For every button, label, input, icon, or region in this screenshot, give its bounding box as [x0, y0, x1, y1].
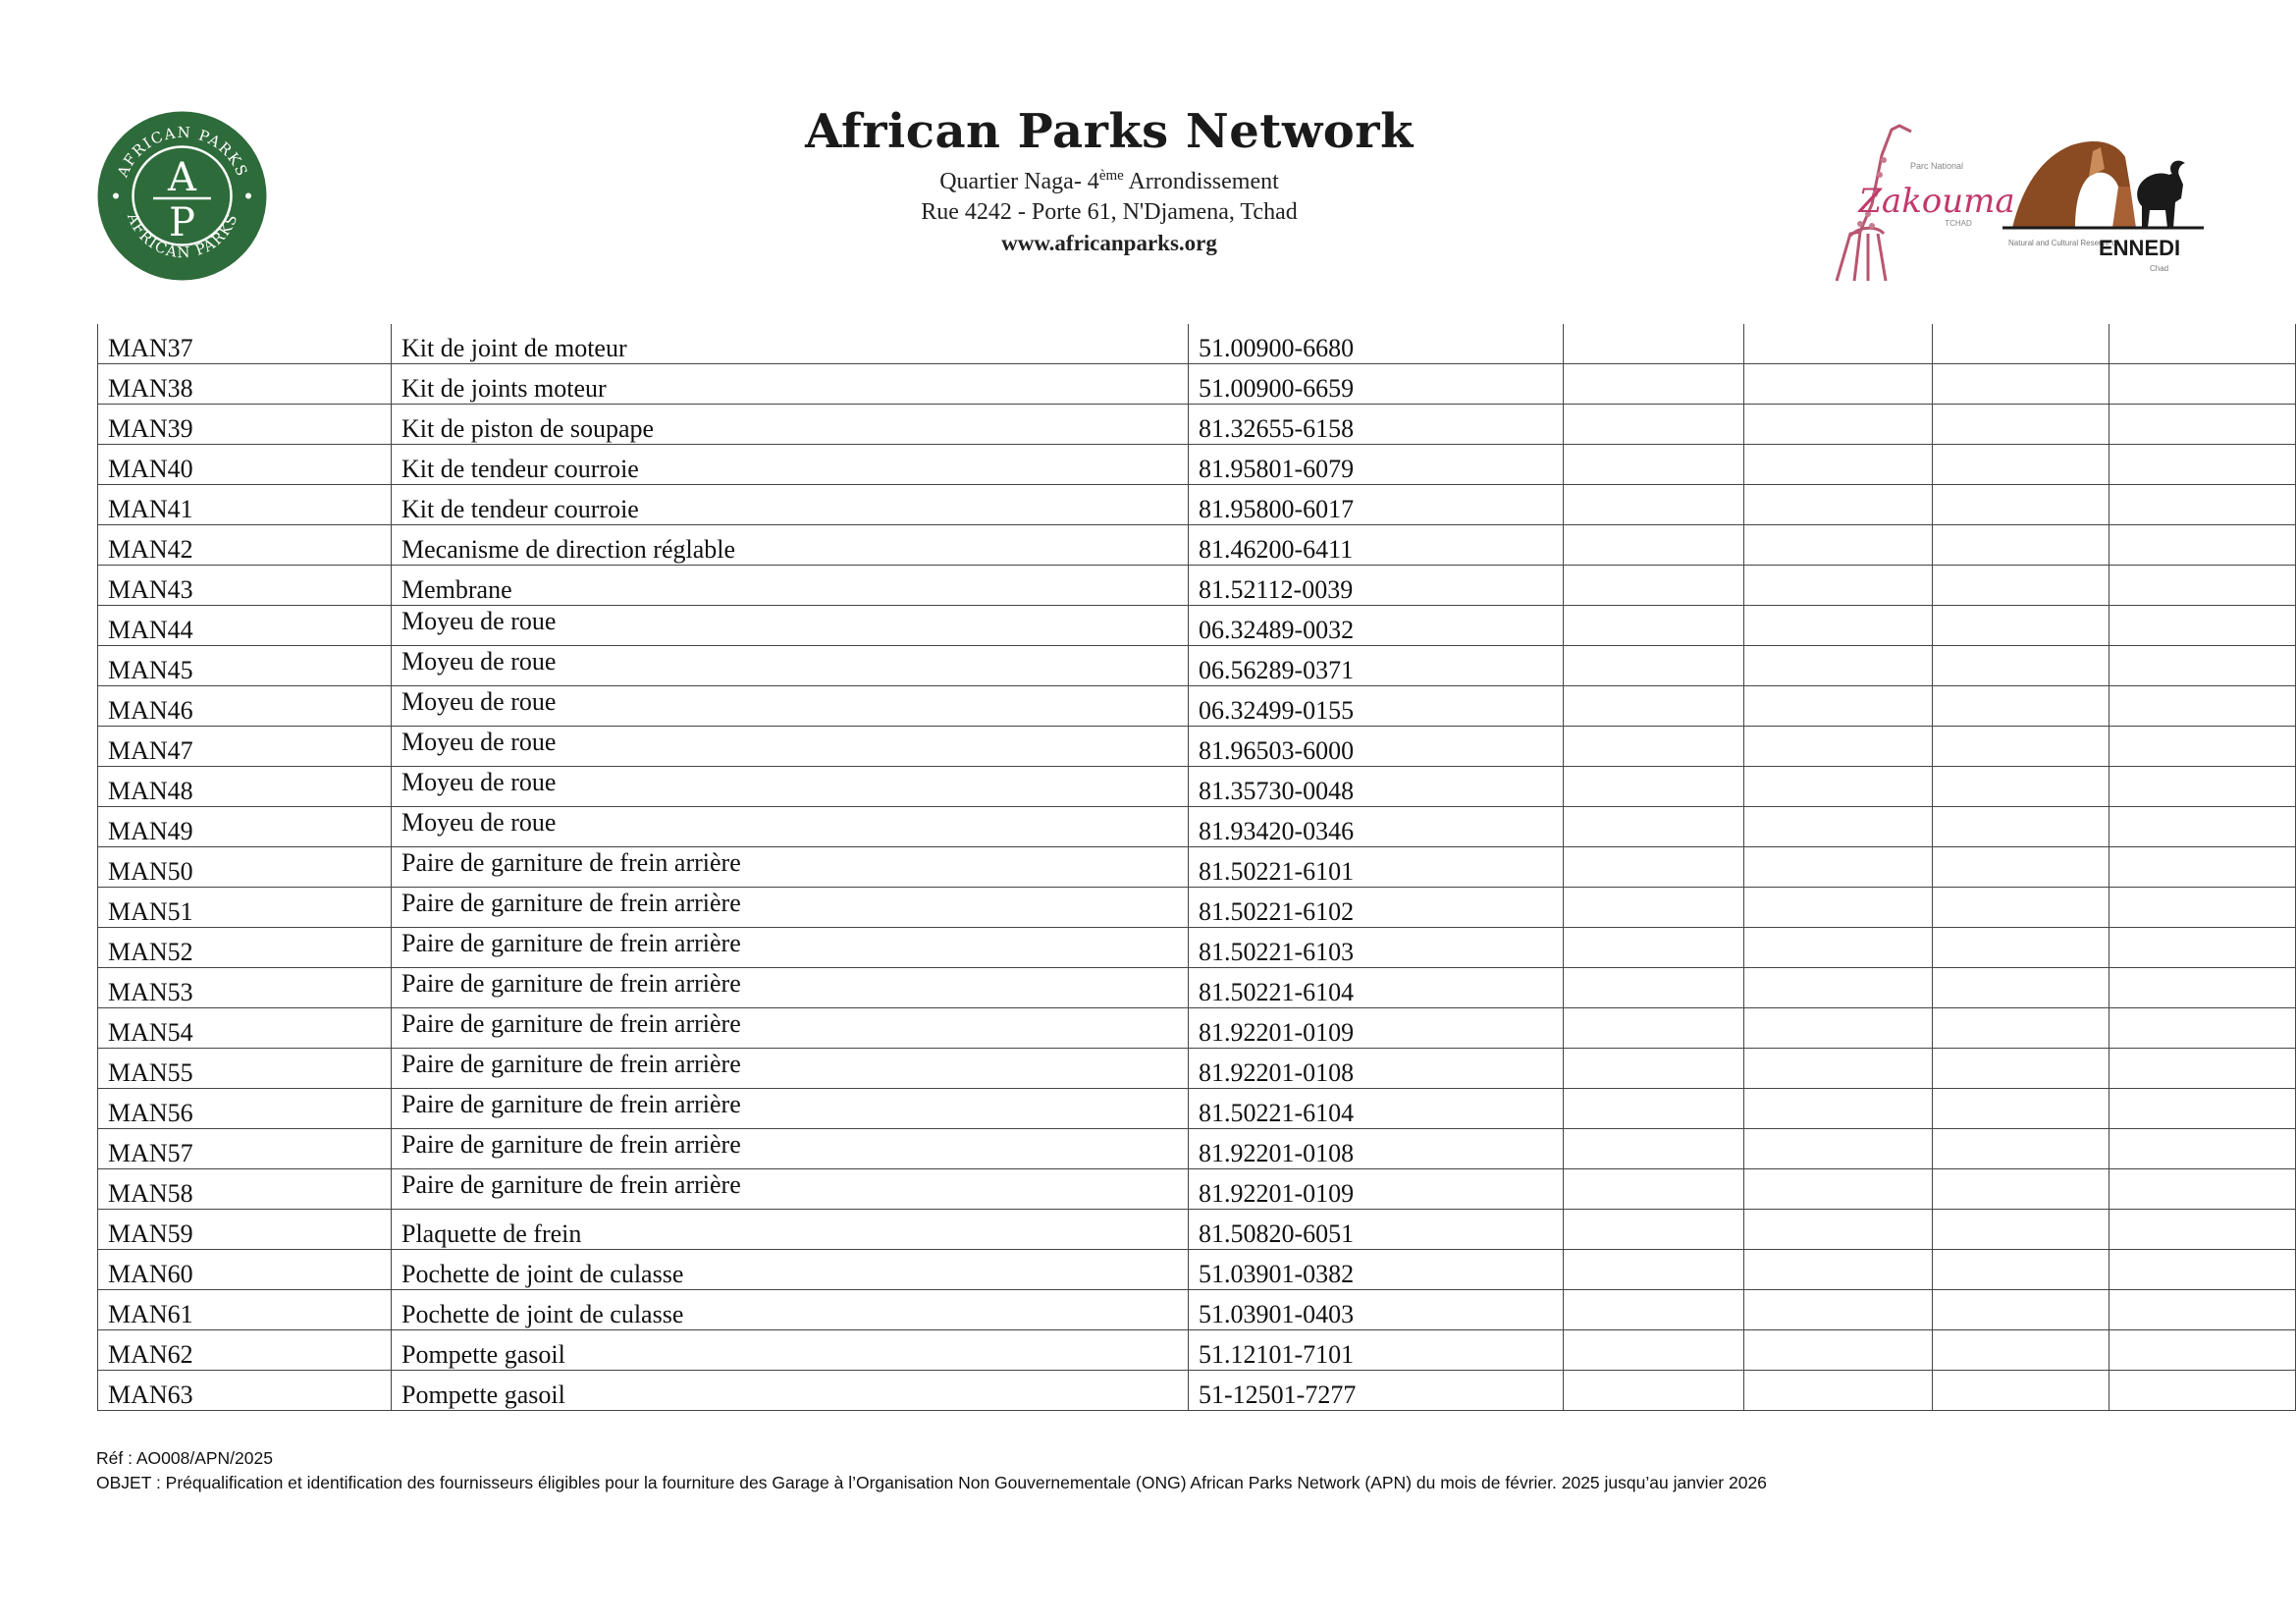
cell-empty [1933, 1008, 2109, 1049]
cell-empty [1933, 1049, 2109, 1089]
cell-description: Paire de garniture de frein arrière [392, 1049, 1189, 1089]
cell-description: Paire de garniture de frein arrière [392, 1169, 1189, 1210]
table-row [98, 1169, 2296, 1210]
cell-empty [1744, 1129, 1933, 1169]
ennedi-country: Chad [2150, 264, 2169, 273]
cell-code: MAN60 [98, 1250, 392, 1290]
cell-empty [1744, 1049, 1933, 1089]
cell-description: Paire de garniture de frein arrière [392, 968, 1189, 1008]
cell-reference: 06.32489-0032 [1189, 606, 1564, 646]
cell-empty [1744, 566, 1933, 606]
cell-empty [2109, 525, 2296, 566]
cell-empty [1564, 847, 1744, 888]
footer [96, 1446, 1767, 1495]
ennedi-logo [2002, 128, 2204, 285]
cell-code: MAN63 [98, 1371, 392, 1411]
cell-empty [1744, 807, 1933, 847]
cell-code: MAN56 [98, 1089, 392, 1129]
cell-empty [1564, 364, 1744, 405]
cell-reference: 81.50221-6104 [1189, 1089, 1564, 1129]
cell-reference: 06.32499-0155 [1189, 686, 1564, 727]
cell-reference: 51-12501-7277 [1189, 1371, 1564, 1411]
cell-empty [1564, 1169, 1744, 1210]
table-row [98, 888, 2296, 928]
cell-empty [1933, 928, 2109, 968]
cell-description: Moyeu de roue [392, 727, 1189, 767]
zakouma-country: TCHAD [1945, 219, 1972, 228]
cell-code: MAN40 [98, 445, 392, 485]
cell-reference: 81.92201-0109 [1189, 1008, 1564, 1049]
cell-empty [1564, 888, 1744, 928]
cell-reference: 51.00900-6680 [1189, 324, 1564, 364]
cell-code: MAN46 [98, 686, 392, 727]
cell-description: Kit de tendeur courroie [392, 445, 1189, 485]
cell-empty [1564, 1129, 1744, 1169]
ennedi-name: ENNEDI [2099, 236, 2181, 260]
cell-empty [2109, 1049, 2296, 1089]
zakouma-small-text: Parc National [1909, 161, 1964, 171]
cell-empty [2109, 566, 2296, 606]
cell-empty [1744, 1169, 1933, 1210]
ennedi-small-text: Natural and Cultural Reserve of [2008, 239, 2119, 247]
cell-code: MAN62 [98, 1330, 392, 1371]
cell-reference: 81.92201-0109 [1189, 1169, 1564, 1210]
table-row [98, 646, 2296, 686]
cell-empty [2109, 1330, 2296, 1371]
cell-empty [1744, 1210, 1933, 1250]
cell-empty [1933, 364, 2109, 405]
cell-empty [1564, 968, 1744, 1008]
table-row [98, 405, 2296, 445]
cell-code: MAN59 [98, 1210, 392, 1250]
cell-description: Moyeu de roue [392, 767, 1189, 807]
table-row [98, 606, 2296, 646]
logo-ring-text-bottom: AFRICAN PARKS [124, 210, 241, 262]
cell-empty [1564, 727, 1744, 767]
cell-code: MAN57 [98, 1129, 392, 1169]
table-row [98, 1250, 2296, 1290]
cell-reference: 81.50221-6102 [1189, 888, 1564, 928]
table-row [98, 686, 2296, 727]
cell-reference: 51.12101-7101 [1189, 1330, 1564, 1371]
cell-description: Pochette de joint de culasse [392, 1290, 1189, 1330]
table-row [98, 485, 2296, 525]
cell-description: Pompette gasoil [392, 1330, 1189, 1371]
african-parks-logo [96, 110, 268, 282]
cell-empty [1744, 1371, 1933, 1411]
cell-empty [1744, 727, 1933, 767]
cell-empty [1564, 686, 1744, 727]
cell-empty [1744, 767, 1933, 807]
cell-reference: 81.32655-6158 [1189, 405, 1564, 445]
zakouma-logo [1821, 116, 2015, 285]
cell-empty [1744, 1250, 1933, 1290]
cell-code: MAN50 [98, 847, 392, 888]
table-row [98, 1330, 2296, 1371]
cell-reference: 06.56289-0371 [1189, 646, 1564, 686]
cell-code: MAN53 [98, 968, 392, 1008]
cell-reference: 51.03901-0382 [1189, 1250, 1564, 1290]
table-row [98, 1008, 2296, 1049]
cell-empty [2109, 1290, 2296, 1330]
cell-empty [1933, 445, 2109, 485]
cell-empty [1933, 1250, 2109, 1290]
address-line-1: Quartier Naga- 4ème Arrondissement [939, 168, 1279, 194]
cell-code: MAN38 [98, 364, 392, 405]
table-row [98, 847, 2296, 888]
cell-empty [1933, 767, 2109, 807]
cell-empty [1564, 1008, 1744, 1049]
cell-empty [2109, 1210, 2296, 1250]
cell-empty [1564, 1250, 1744, 1290]
logo-ring-text-top: AFRICAN PARKS [113, 123, 252, 181]
cell-empty [1564, 807, 1744, 847]
cell-reference: 81.95800-6017 [1189, 485, 1564, 525]
cell-empty [1933, 847, 2109, 888]
cell-empty [1744, 324, 1933, 364]
cell-empty [1564, 566, 1744, 606]
cell-reference: 81.35730-0048 [1189, 767, 1564, 807]
cell-empty [1744, 968, 1933, 1008]
cell-reference: 81.50221-6101 [1189, 847, 1564, 888]
logo-letter-a: A [168, 155, 196, 200]
cell-empty [1933, 686, 2109, 727]
cell-code: MAN48 [98, 767, 392, 807]
cell-empty [1564, 928, 1744, 968]
cell-description: Paire de garniture de frein arrière [392, 1089, 1189, 1129]
cell-reference: 81.50820-6051 [1189, 1210, 1564, 1250]
cell-code: MAN49 [98, 807, 392, 847]
cell-code: MAN54 [98, 1008, 392, 1049]
cell-reference: 81.95801-6079 [1189, 445, 1564, 485]
parts-table-body [98, 324, 2296, 1411]
logo-letter-p: P [169, 200, 195, 245]
cell-code: MAN55 [98, 1049, 392, 1089]
cell-code: MAN41 [98, 485, 392, 525]
cell-empty [1744, 445, 1933, 485]
cell-empty [2109, 968, 2296, 1008]
cell-empty [1744, 525, 1933, 566]
cell-description: Paire de garniture de frein arrière [392, 888, 1189, 928]
table-row [98, 324, 2296, 364]
letterhead [687, 102, 1531, 258]
cell-code: MAN43 [98, 566, 392, 606]
cell-empty [2109, 1008, 2296, 1049]
website: www.africanparks.org [1001, 231, 1217, 255]
cell-empty [1564, 1330, 1744, 1371]
cell-code: MAN42 [98, 525, 392, 566]
subject-line: OBJET : Préqualification et identification des fournisseurs éligibles pour la fourniture des Garage à l’Organisation Non Gouvernementale (ONG) African Parks Network (APN) du mois de février. 2025 jusqu’au janvier 2026 [96, 1473, 1767, 1492]
cell-empty [1933, 1129, 2109, 1169]
cell-empty [1933, 727, 2109, 767]
cell-empty [1744, 485, 1933, 525]
cell-empty [1744, 686, 1933, 727]
cell-reference: 81.46200-6411 [1189, 525, 1564, 566]
cell-empty [1933, 606, 2109, 646]
cell-description: Kit de joint de moteur [392, 324, 1189, 364]
table-row [98, 1210, 2296, 1250]
cell-description: Kit de joints moteur [392, 364, 1189, 405]
cell-description: Pompette gasoil [392, 1371, 1189, 1411]
table-row [98, 1129, 2296, 1169]
cell-empty [1564, 405, 1744, 445]
cell-description: Moyeu de roue [392, 646, 1189, 686]
cell-empty [1564, 1089, 1744, 1129]
cell-empty [2109, 807, 2296, 847]
cell-empty [1744, 847, 1933, 888]
cell-description: Pochette de joint de culasse [392, 1250, 1189, 1290]
table-row [98, 1049, 2296, 1089]
cell-empty [1564, 1371, 1744, 1411]
cell-empty [1744, 1330, 1933, 1371]
cell-empty [1564, 767, 1744, 807]
cell-empty [1744, 928, 1933, 968]
cell-empty [2109, 445, 2296, 485]
table-row [98, 1371, 2296, 1411]
table-row [98, 968, 2296, 1008]
cell-code: MAN51 [98, 888, 392, 928]
cell-description: Kit de tendeur courroie [392, 485, 1189, 525]
reference-number: Réf : AO008/APN/2025 [96, 1448, 273, 1468]
cell-empty [1744, 364, 1933, 405]
cell-empty [1564, 324, 1744, 364]
cell-empty [1933, 525, 2109, 566]
address-line-2: Rue 4242 - Porte 61, N'Djamena, Tchad [921, 199, 1298, 225]
cell-description: Moyeu de roue [392, 686, 1189, 727]
table-row [98, 364, 2296, 405]
cell-empty [1564, 646, 1744, 686]
cell-empty [1564, 525, 1744, 566]
cell-description: Paire de garniture de frein arrière [392, 847, 1189, 888]
cell-empty [1564, 1049, 1744, 1089]
organization-name: African Parks Network [805, 104, 1414, 159]
cell-empty [2109, 1169, 2296, 1210]
cell-code: MAN61 [98, 1290, 392, 1330]
table-row [98, 767, 2296, 807]
cell-empty [1744, 1290, 1933, 1330]
cell-reference: 51.03901-0403 [1189, 1290, 1564, 1330]
cell-description: Kit de piston de soupape [392, 405, 1189, 445]
cell-empty [2109, 1089, 2296, 1129]
cell-empty [2109, 686, 2296, 727]
cell-empty [2109, 847, 2296, 888]
cell-empty [1744, 1089, 1933, 1129]
cell-description: Membrane [392, 566, 1189, 606]
parts-table [97, 324, 2296, 1411]
cell-empty [2109, 364, 2296, 405]
cell-empty [1564, 1290, 1744, 1330]
cell-code: MAN44 [98, 606, 392, 646]
cell-description: Moyeu de roue [392, 807, 1189, 847]
cell-empty [1933, 1169, 2109, 1210]
cell-description: Mecanisme de direction réglable [392, 525, 1189, 566]
table-row [98, 1290, 2296, 1330]
cell-empty [1933, 1330, 2109, 1371]
cell-description: Paire de garniture de frein arrière [392, 928, 1189, 968]
cell-code: MAN39 [98, 405, 392, 445]
cell-empty [2109, 1371, 2296, 1411]
cell-description: Paire de garniture de frein arrière [392, 1129, 1189, 1169]
table-row [98, 1089, 2296, 1129]
cell-empty [2109, 405, 2296, 445]
cell-empty [1933, 1371, 2109, 1411]
cell-empty [1933, 566, 2109, 606]
cell-description: Moyeu de roue [392, 606, 1189, 646]
zakouma-name: Zakouma [1858, 182, 2015, 221]
cell-reference: 81.50221-6104 [1189, 968, 1564, 1008]
cell-code: MAN45 [98, 646, 392, 686]
cell-empty [1744, 606, 1933, 646]
cell-reference: 81.92201-0108 [1189, 1049, 1564, 1089]
cell-reference: 81.50221-6103 [1189, 928, 1564, 968]
cell-empty [1564, 445, 1744, 485]
cell-description: Plaquette de frein [392, 1210, 1189, 1250]
cell-empty [1933, 1210, 2109, 1250]
cell-reference: 81.93420-0346 [1189, 807, 1564, 847]
cell-empty [1564, 485, 1744, 525]
cell-empty [1933, 807, 2109, 847]
cell-code: MAN52 [98, 928, 392, 968]
table-row [98, 727, 2296, 767]
cell-empty [1744, 888, 1933, 928]
cell-description: Paire de garniture de frein arrière [392, 1008, 1189, 1049]
cell-empty [1933, 1290, 2109, 1330]
cell-code: MAN37 [98, 324, 392, 364]
cell-empty [1933, 485, 2109, 525]
cell-empty [2109, 485, 2296, 525]
cell-empty [2109, 646, 2296, 686]
cell-empty [1933, 1089, 2109, 1129]
table-row [98, 525, 2296, 566]
cell-code: MAN58 [98, 1169, 392, 1210]
cell-empty [1933, 405, 2109, 445]
cell-empty [2109, 888, 2296, 928]
cell-code: MAN47 [98, 727, 392, 767]
cell-empty [2109, 324, 2296, 364]
cell-empty [1933, 888, 2109, 928]
cell-empty [1564, 606, 1744, 646]
cell-empty [1933, 324, 2109, 364]
cell-reference: 51.00900-6659 [1189, 364, 1564, 405]
cell-empty [2109, 606, 2296, 646]
cell-reference: 81.96503-6000 [1189, 727, 1564, 767]
table-row [98, 807, 2296, 847]
cell-empty [2109, 1250, 2296, 1290]
cell-reference: 81.92201-0108 [1189, 1129, 1564, 1169]
cell-empty [2109, 767, 2296, 807]
cell-empty [2109, 928, 2296, 968]
cell-empty [1933, 646, 2109, 686]
cell-empty [2109, 1129, 2296, 1169]
cell-empty [1744, 405, 1933, 445]
table-row [98, 928, 2296, 968]
cell-reference: 81.52112-0039 [1189, 566, 1564, 606]
cell-empty [1564, 1210, 1744, 1250]
cell-empty [1744, 1008, 1933, 1049]
cell-empty [1933, 968, 2109, 1008]
table-row [98, 566, 2296, 606]
cell-empty [1744, 646, 1933, 686]
cell-empty [2109, 727, 2296, 767]
table-row [98, 445, 2296, 485]
